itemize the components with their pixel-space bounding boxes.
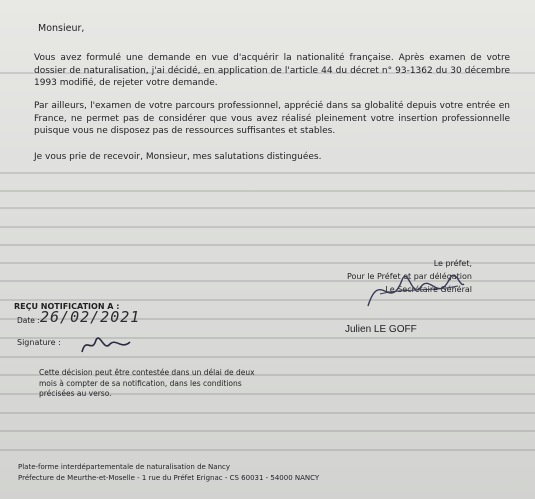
greeting: Monsieur, xyxy=(38,23,85,34)
recipient-signature-scribble xyxy=(78,330,138,358)
signature-line-secretaire: Le Secrétaire Général xyxy=(385,285,472,294)
footer-address: Préfecture de Meurthe-et-Moselle - 1 rue du Préfet Erignac - CS 60031 - 54000 NANCY xyxy=(18,474,320,482)
paragraph-motivation: Par ailleurs, l'examen de votre parcours professionnel, apprécié dans sa globalité depuis votre entrée en France, ne permet pas de considérer que vous avez réalisé pleinement votre insertion professionnelle puisque vous ne disposez pas de ressources suffisantes et stables. xyxy=(34,101,510,136)
prefect-signature-scribble xyxy=(360,258,470,318)
contest-notice: Cette décision peut être contestée dans un délai de deux mois à compter de sa notification, dans les conditions précisées au verso. xyxy=(39,368,255,398)
receipt-date-label: Date : xyxy=(17,316,40,325)
signer-name: Julien LE GOFF xyxy=(345,324,417,335)
paragraph-decision: Vous avez formulé une demande en vue d'acquérir la nationalité française. Après examen de votre dossier de naturalisation, j'ai décidé, en application de l'article 44 du décret n° 93-1362 du 30 décembre 1993 modifié, de rejeter votre demande. xyxy=(34,53,510,88)
signature-line-delegation: Pour le Préfet et par délégation xyxy=(346,272,472,281)
paragraph-closing: Je vous prie de recevoir, Monsieur, mes salutations distinguées. xyxy=(34,152,322,162)
receipt-title: REÇU NOTIFICATION A : xyxy=(14,302,120,311)
signature-line-prefet: Le préfet, xyxy=(433,259,472,268)
receipt-signature-label: Signature : xyxy=(17,338,61,347)
footer-platform: Plate-forme interdépartementale de naturalisation de Nancy xyxy=(18,463,230,471)
receipt-date-value: 26/02/2021 xyxy=(40,308,141,326)
